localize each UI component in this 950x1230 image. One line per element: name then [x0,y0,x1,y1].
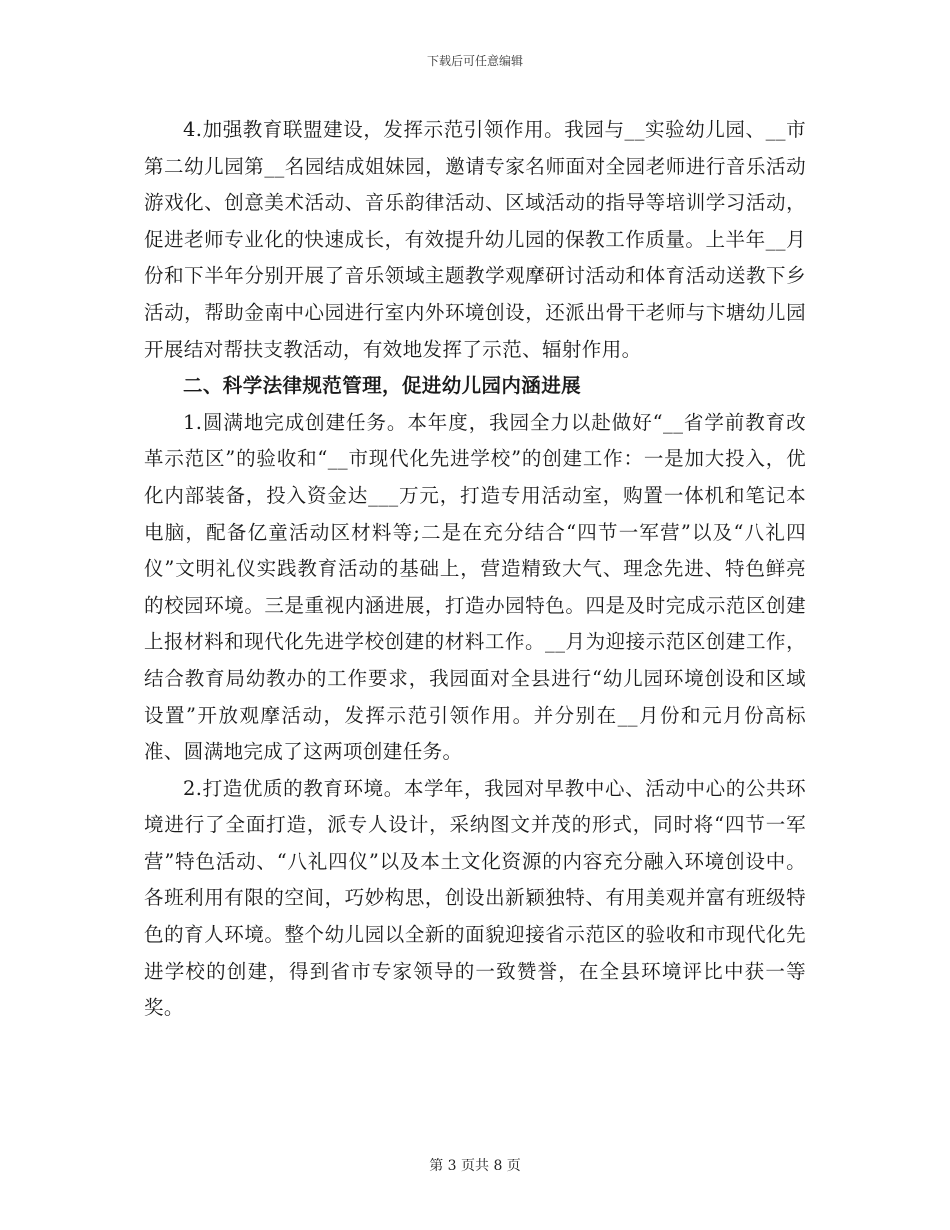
document-body [144,112,806,1027]
paragraph-education-environment: 2.打造优质的教育环境。本学年，我园对早教中心、活动中心的公共环境进行了全面打造，派专人设计，采纳图文并茂的形式，同时将“四节一军营”特色活动、“八礼四仪”以及本土文化资源的内容充分融入环境创设中。各班利用有限的空间，巧妙构思，创设出新颖独特、有用美观并富有班级特色的育人环境。整个幼儿园以全新的面貌迎接省示范区的验收和市现代化先进学校的创建，得到省市专家领导的一致赞誉，在全县环境评比中获一等奖。 [144,776,806,1020]
page-number-footer: 第 3 页共 8 页 [429,1158,521,1174]
section-heading-management: 二、科学法律规范管理，促进幼儿园内涵进展 [183,374,582,398]
page-header: 下载后可任意编辑 [426,54,523,68]
paragraph-education-alliance: 4.加强教育联盟建设，发挥示范引领作用。我园与__实验幼儿园、__市第二幼儿园第__名园结成姐妹园，邀请专家名师面对全园老师进行音乐活动游戏化、创意美术活动、音乐韵律活动、区域活动的指导等培训学习活动，促进老师专业化的快速成长，有效提升幼儿园的保教工作质量。上半年__月份和下半年分别开展了音乐领域主题教学观摩研讨活动和体育活动送教下乡活动，帮助金南中心园进行室内外环境创设，还派出骨干老师与卞塘幼儿园开展结对帮扶支教活动，有效地发挥了示范、辐射作用。 [144,118,806,361]
paragraph-creation-tasks: 1.圆满地完成创建任务。本年度，我园全力以赴做好“__省学前教育改革示范区”的验收和“__市现代化先进学校”的创建工作：一是加大投入，优化内部装备，投入资金达___万元，打造专用活动室，购置一体机和笔记本电脑，配备亿童活动区材料等;二是在充分结合“四节一军营”以及“八礼四仪”文明礼仪实践教育活动的基础上，营造精致大气、理念先进、特色鲜亮的校园环境。三是重视内涵进展，打造办园特色。四是及时完成示范区创建上报材料和现代化先进学校创建的材料工作。__月为迎接示范区创建工作，结合教育局幼教办的工作要求，我园面对全县进行“幼儿园环境创设和区域设置”开放观摩活动，发挥示范引领作用。并分别在__月份和元月份高标准、圆满地完成了这两项创建任务。 [144,410,806,764]
